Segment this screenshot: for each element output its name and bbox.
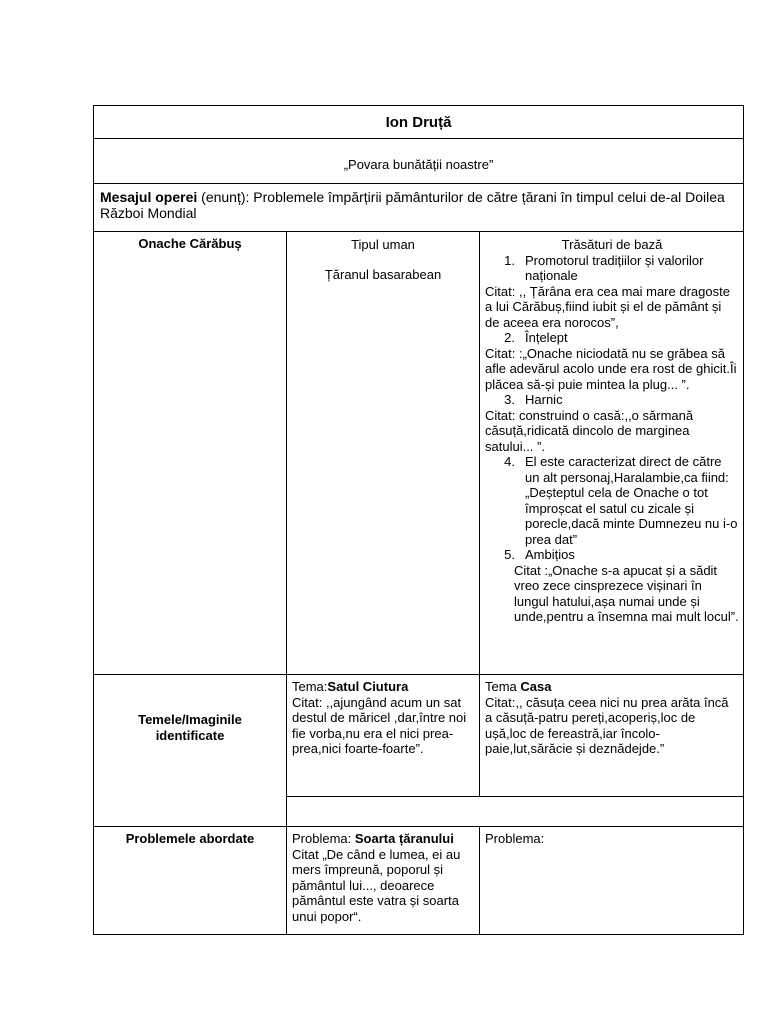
- trait-quote: Citat: :„Onache niciodată nu se grăbea să afle adevărul acolo unde era rost de ghicit.Îi plăcea să-și puie mintea la plug... ”.: [485, 345, 737, 392]
- problem-2-prefix: Problema:: [485, 831, 545, 846]
- empty-row: [286, 796, 744, 827]
- trait-quote: Citat: ,, Țărâna era cea mai mare dragoste a lui Cărăbuș,fiind iubit și el de pământ și de aceea era norocos”,: [485, 283, 730, 330]
- type-heading: Tipul uman: [351, 237, 415, 252]
- theme-1-quote: Citat: ,,ajungând acum un sat destul de măricel ,dar,între noi fie vorba,nu era el nici prea-prea,nici foarte-foarte”.: [292, 694, 467, 756]
- theme-2-cell: [479, 674, 744, 797]
- problems-label: Problemele abordate: [93, 826, 287, 935]
- theme-1-prefix: Tema:: [292, 679, 328, 694]
- traits-cell: [479, 231, 744, 675]
- trait-item: 1. Promotorul tradițiilor și valorilor naționale Citat: ,, Țărâna era cea mai mare dragoste a lui Cărăbuș,fiind iubit și el de pământ și de aceea era norocos”,: [485, 253, 739, 331]
- theme-1-cell: [286, 674, 480, 797]
- trait-item: 2. Înțelept Citat: :„Onache niciodată nu se grăbea să afle adevărul acolo unde era rost de ghicit.Îi plăcea să-și puie mintea la plug... ”.: [485, 330, 739, 392]
- trait-title: Harnic: [525, 392, 563, 407]
- trait-quote: Citat: construind o casă:,,o sărmană căsuță,ridicată dincolo de marginea satului... ”.: [485, 407, 694, 454]
- trait-title: Promotorul tradițiilor și valorilor naționale: [525, 252, 704, 283]
- message-text: Problemele împărțirii pământurilor de către țărani în timpul celui de-al Doilea Război Mondial: [100, 189, 725, 221]
- theme-2-quote: Citat:,, căsuța ceea nici nu prea arăta încă a căsuță-patru pereți,acoperiș,loc de ușă,loc de fereastră,iar încolo-paie,lut,sărăcie și deznădejde.”: [485, 694, 729, 756]
- problem-2-cell: [479, 826, 744, 935]
- type-value: Țăranul basarabean: [324, 266, 442, 282]
- themes-label: Temele/Imaginile identificate: [93, 674, 287, 827]
- work-title: „Povara bunătății noastre”: [93, 138, 744, 184]
- traits-list: [485, 253, 739, 625]
- trait-item: 3. Harnic Citat: construind o casă:,,o sărmană căsuță,ridicată dincolo de marginea satului... ”.: [485, 392, 739, 454]
- traits-heading: Trăsături de bază: [561, 237, 663, 252]
- problem-1-cell: [286, 826, 480, 935]
- trait-quote: Citat :„Onache s-a apucat și a sădit vreo zece cinsprezece vișinari în lungul hatului,așa numai unde și unde,pentru a însemna mai mult locul”.: [514, 562, 739, 624]
- trait-title: El este caracterizat direct de către un alt personaj,Haralambie,ca fiind: „Deșteptul cela de Onache o tot împroșcat el satul cu zicale și porecle,dacă minte Dumnezeu nu i-o prea dat”: [525, 454, 738, 547]
- theme-2-prefix: Tema: [485, 679, 521, 694]
- theme-2-name: Casa: [520, 679, 552, 694]
- trait-item: 5. Ambițios Citat :„Onache s-a apucat și a sădit vreo zece cinsprezece vișinari în lungul hatului,așa numai unde și unde,pentru a însemna mai mult locul”.: [485, 547, 739, 625]
- message-label: Mesajul operei: [100, 189, 198, 205]
- character-type-cell: [286, 231, 480, 675]
- trait-title: Înțelept: [525, 330, 568, 345]
- trait-title: Ambițios: [525, 547, 575, 562]
- problem-1-quote: Citat „De când e lumea, ei au mers împreună, poporul și pământul lui..., deoarece pământul este vatra și soarta unui popor“.: [292, 846, 461, 924]
- character-analysis-table: [93, 105, 744, 935]
- character-name: Onache Cărăbuș: [93, 231, 287, 675]
- problem-1-name: Soarta țăranului: [354, 831, 454, 846]
- problem-1-prefix: Problema:: [292, 831, 355, 846]
- message-qualifier: (enunț):: [197, 189, 250, 205]
- author-name: Ion Druță: [93, 105, 744, 139]
- theme-1-name: Satul Ciutura: [327, 679, 409, 694]
- message-row: [93, 183, 744, 232]
- trait-item: 4. El este caracterizat direct de către un alt personaj,Haralambie,ca fiind: „Deșteptul cela de Onache o tot împroșcat el satul cu zicale și porecle,dacă minte Dumnezeu nu i-o prea dat”: [504, 454, 738, 547]
